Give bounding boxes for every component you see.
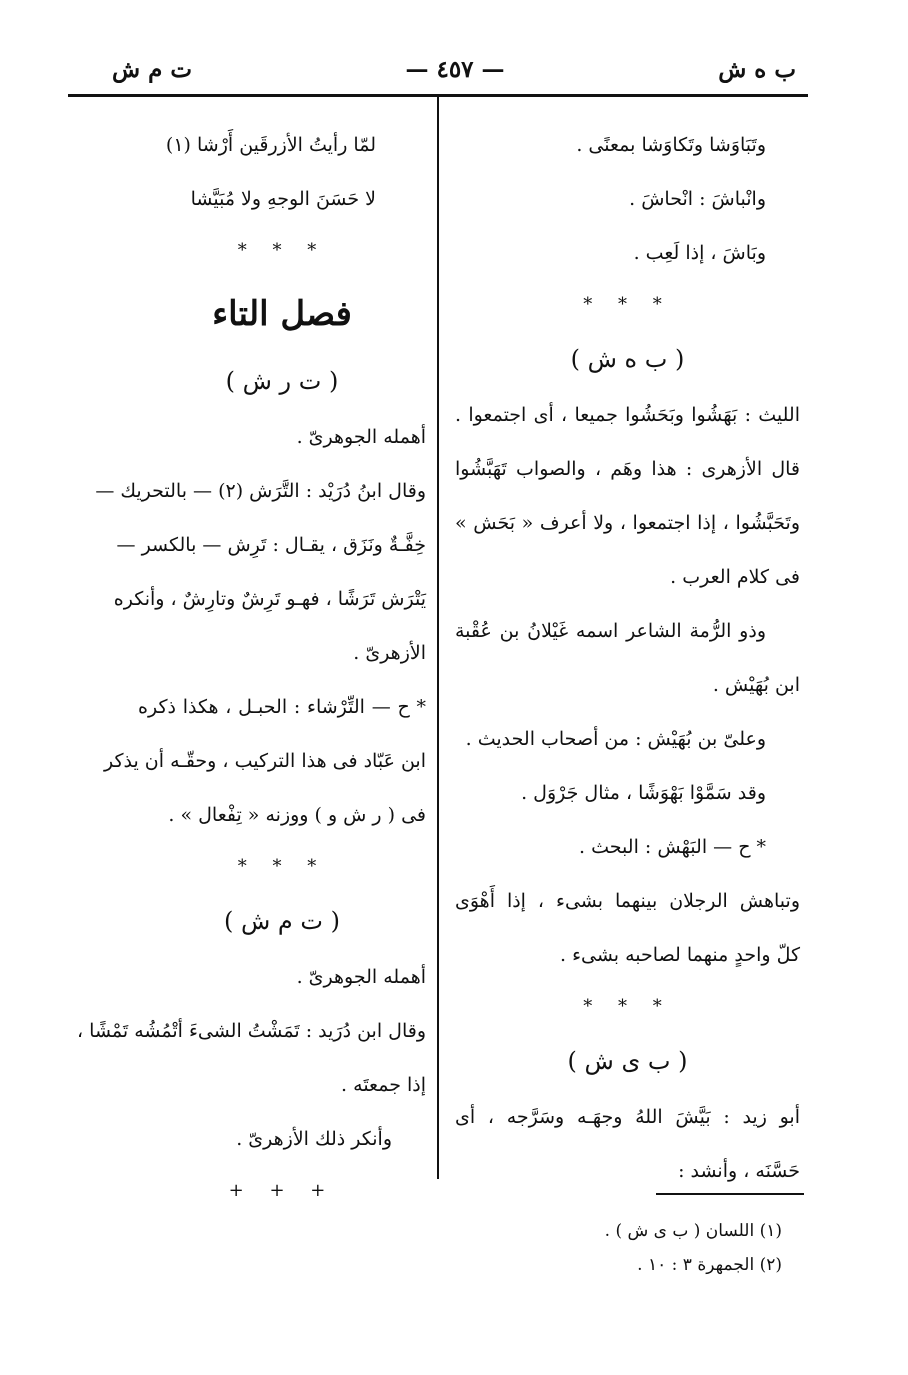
text-line: ابن بُهَيْش . <box>712 674 800 696</box>
text-line: * ح — التِّرْشاء : الحبـل ، هكذا ذكره <box>138 696 426 718</box>
text-line: إذا جمعتَه . <box>341 1074 426 1096</box>
text-line: كلّ واحدٍ منهما لصاحبه بشىء . <box>559 944 800 966</box>
section-separator: * * * <box>583 996 672 1017</box>
text-line: وقال ابن دُرَيد : تَمَشْتُ الشىءَ أتْمُشُه تَمْشًا ، <box>77 1020 426 1042</box>
text-line: ابن عَبّاد فى هذا التركيب ، وحقّـه أن يذكر <box>103 750 426 772</box>
root-heading: ( ت ر ش ) <box>225 367 339 395</box>
text-line: يَتْرَش تَرَشًا ، فهـو تَرِشٌ وتارِشٌ ، وأنكره <box>113 588 426 610</box>
text-line: قال الأزهرى : هذا وهَم ، والصواب تَهَبَّشُوا <box>455 458 800 480</box>
header-root-left: ت م ش <box>112 56 192 83</box>
text-line: وقال ابنُ دُرَيْد : التَّرَش (٢) — بالتحريك — <box>95 480 426 502</box>
text-line: حَسَّنَه ، وأنشد : <box>678 1160 800 1182</box>
text-line: فى ( ر ش و ) ووزنه « تِفْعال » . <box>168 804 426 826</box>
text-line: أهمله الجوهرىّ . <box>296 966 426 988</box>
footnotes <box>470 1214 782 1282</box>
footnote: (١) اللسان ( ب ى ش ) . <box>604 1221 782 1241</box>
text-line: وأنكر ذلك الأزهرىّ . <box>236 1128 392 1150</box>
text-line: وتَبَاوَشا وتَكاوَشا بمعنًى . <box>576 134 766 156</box>
text-line: وقد سَمَّوْا بَهْوَشًا ، مثال جَرْوَل . <box>521 782 766 804</box>
text-line: * ح — البَهْش : البحث . <box>579 836 766 858</box>
text-line: أهمله الجوهرىّ . <box>296 426 426 448</box>
poem-line: لمّا رأيتُ الأزرقَين أَرْشا (١) <box>165 134 376 156</box>
footnote: (٢) الجمهرة ٣ : ١٠ . <box>637 1255 782 1275</box>
text-line: الليث : بَهَشُوا وبَحَشُوا جميعا ، أى اجتمعوا . <box>455 404 800 426</box>
root-heading: ( ت م ش ) <box>224 907 340 935</box>
root-heading: ( ب ه ش ) <box>570 345 685 373</box>
footnote-rule <box>656 1193 804 1195</box>
text-line: خِفَّـةٌ ونَزَق ، يقـال : تَرِش — بالكسر — <box>116 534 426 556</box>
section-separator: * * * <box>237 240 327 261</box>
chapter-title: فصل التاء <box>212 294 352 334</box>
poem-line: لا حَسَنَ الوجهِ ولا مُبَيَّشا <box>190 188 376 210</box>
root-heading: ( ب ى ش ) <box>567 1047 688 1075</box>
section-separator: + + + <box>228 1180 336 1201</box>
section-separator: * * * <box>583 294 672 315</box>
text-line: فى كلام العرب . <box>670 566 800 588</box>
section-separator: * * * <box>237 856 327 877</box>
page-number: — ٤٥٧ — <box>405 56 505 83</box>
left-column <box>77 118 426 1216</box>
header-root-right: ب ه ش <box>718 56 796 83</box>
text-line: وتَحَبَّشُوا ، إذا اجتمعوا ، ولا أعرف « بَحَش » <box>455 512 800 534</box>
text-line: وبَاشَ ، إذا لَعِب . <box>633 242 766 264</box>
text-line: وذو الرُّمة الشاعر اسمه غَيْلانُ بن عُقْبة <box>455 620 766 642</box>
text-line: وعلىّ بن بُهَيْش : من أصحاب الحديث . <box>465 728 766 750</box>
text-line: الأزهرىّ . <box>353 642 426 664</box>
right-column <box>455 118 800 1198</box>
text-line: وتباهش الرجلان بينهما بشىء ، إذا أَهْوَى <box>455 890 800 912</box>
text-line: وانْباشَ : انْحاشَ . <box>629 188 766 210</box>
column-divider <box>437 97 439 1179</box>
text-line: أبو زيد : بَيَّشَ اللهُ وجهَـه وسَرَّجه ، أى <box>455 1106 800 1128</box>
